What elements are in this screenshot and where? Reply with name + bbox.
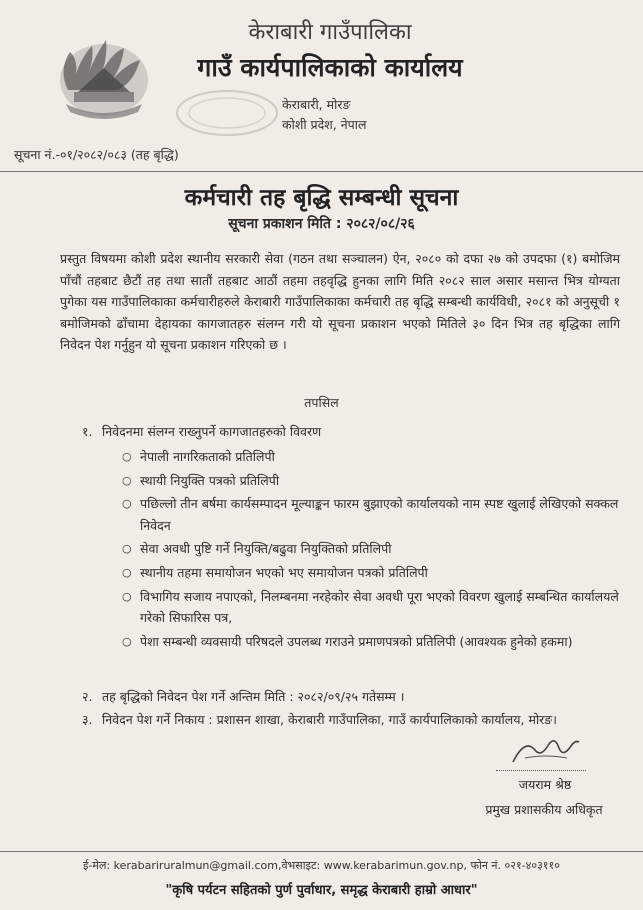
publication-date: सूचना प्रकाशन मिति : २०८२/०८/२६ [228,216,415,232]
office-stamp-icon [172,88,282,138]
header-divider [0,171,643,172]
bullet-icon: ○ [122,634,132,648]
office-address [282,95,367,135]
address-line-1: केराबारी, मोरङ [282,97,351,112]
item-text: निवेदनमा संलग्न राख्नुपर्ने कागजातहरुको विवरण [102,424,322,439]
nepal-emblem-icon [48,30,160,122]
bullet-icon: ○ [122,497,132,511]
document-text: स्थायी नियुक्ति पत्रको प्रतिलिपी [140,472,280,488]
document-text: पछिल्लो तीन बर्षमा कार्यसम्पादन मूल्याङ्कन फारम बुझाएको कार्यालयको नाम स्पष्ट खुलाई लेखिएको सक्कल निवेदन [140,496,619,533]
document-text: पेशा सम्बन्धी व्यवसायी परिषदले उपलब्ध गराउने प्रमाणपत्रको प्रतिलिपी (आवश्यक हुनेको हकमा) [140,633,573,649]
bullet-icon: ○ [122,565,132,579]
item-text: निवेदन पेश गर्ने निकाय : प्रशासन शाखा, केराबारी गाउँपालिका, गाउँ कार्यपालिकाको कार्यालय, मोरङ। [102,712,557,727]
list-item [118,631,623,653]
item-number: २. [82,689,93,704]
office-name: गाउँ कार्यपालिकाको कार्यालय [197,53,463,82]
signature-line [496,770,586,771]
bullet-icon: ○ [122,473,132,487]
list-item [118,470,623,492]
list-item [118,586,623,629]
document-text: विभागिय सजाय नपाएको, निलम्बनमा नरहेकोर सेवा अवधी पूरा भएको विवरण खुलाई सम्बन्धित कार्यालयले गरेको सिफारिस पत्र, [140,588,619,626]
document-text: नेपाली नागरिकताको प्रतिलिपी [140,449,275,464]
bullet-icon: ○ [122,542,132,556]
municipality-name: केराबारी गाउँपालिका [248,20,412,45]
item-number: ३. [82,712,93,727]
address-line-2: कोशी प्रदेश, नेपाल [282,117,367,132]
signer-title: प्रमुख प्रशासकीय अधिकृत [485,802,603,817]
documents-list [118,446,623,654]
footer-slogan: "कृषि पर्यटन सहितको पुर्ण पुर्वाधार, समृद्ध केराबारी हाम्रो आधार" [165,883,478,898]
document-text: स्थानीय तहमा समायोजन भएको भए समायोजन पत्रको प्रतिलिपी [140,564,428,580]
notice-title: कर्मचारी तह बृद्धि सम्बन्धी सूचना [184,185,459,211]
list-item-1 [82,421,622,443]
document-text: सेवा अवधी पुष्टि गर्ने नियुक्ति/बढुवा नियुक्तिको प्रतिलिपी [140,541,392,557]
list-item [118,562,623,584]
notice-body: प्रस्तुत विषयमा कोशी प्रदेश स्थानीय सरकारी सेवा (गठन तथा सञ्चालन) ऐन, २०८० को दफा २७ को उपदफा (१) बमोजिम पाँचौं तहबाट छैटौं तह तथा सातौं तहबाट आठौं तहमा तहवृद्धि हुनका लागि मिति २०८२ साल असार मसान्त भित्र योग्यता पुगेका यस गाउँपालिकाका कर्मचारीहरुले केराबारी गाउँपालिकाका कर्मचारी तह बृद्धि सम्बन्धी कार्यविधी, २०८१ को अनुसूची १ बमोजिमको ढाँचामा देहायका कागजातहरु संलग्न गरी यो सूचना प्रकाशन भएको मितिले ३० दिन भित्र तह बृद्धिका लागि निवेदन पेश गर्नुहुन यो सूचना प्रकाशन गरिएको छ । [60,251,620,353]
list-item [118,446,623,468]
bullet-icon: ○ [122,450,132,463]
list-item [118,493,623,536]
list-item-2 [82,686,622,708]
signer-name: जयराम श्रेष्ठ [518,777,572,792]
footer-contact: ई-मेल: kerabariruralmun@gmail.com,वेभसाइट: www.kerabarimun.gov.np, फोन नं. ०२१-४०३११० [83,859,560,872]
item-number: १. [82,424,93,439]
details-heading: तपसिल [304,395,339,410]
bullet-icon: ○ [122,589,132,603]
letterhead [160,14,500,84]
reference-number: सूचना नं.-०१/२०८२/०८३ (तह बृद्धि) [14,147,179,162]
signature-icon [505,728,585,772]
list-item [118,538,623,560]
item-text: तह बृद्धिको निवेदन पेश गर्ने अन्तिम मिति : २०८२/०९/२५ गतेसम्म । [102,689,405,704]
footer-divider [0,851,643,852]
